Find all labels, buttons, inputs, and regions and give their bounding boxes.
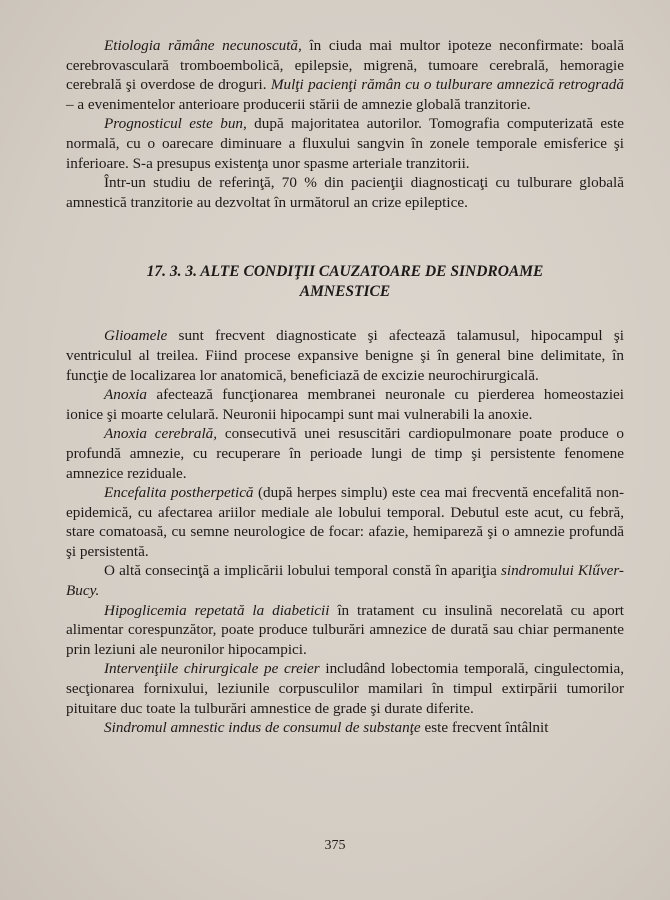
paragraph-surgery: [66, 659, 624, 718]
paragraph-text: este frecvent întâlnit: [420, 719, 549, 737]
tail-italic: sindromului Klűver-Bucy.: [66, 562, 624, 600]
paragraph-text: sunt frecvent diagnosticate şi afectează talamusul, hipocampul şi ventriculul al treilea. Fiind procese expansive benigne şi în general bine delimitate, în funcţie de localizarea lor anatomică, beneficiază de excizie neurochirurgicală.: [66, 327, 624, 384]
paragraph-text: consecutivă unei resuscitări cardiopulmonare poate produce o profundă amnezie, cu recuperare în perioade lungi de timp şi persistente fenomene amnezice reziduale.: [66, 425, 625, 482]
paragraph-prognosis: [66, 114, 624, 173]
lead-italic: Glioamele: [104, 327, 168, 345]
tail-italic: Mulţi pacienţi rămân cu o tulburare amnezică retrogradă: [270, 76, 624, 94]
paragraph-text: O altă consecinţă a implicării lobului temporal constă în apariţia: [104, 562, 501, 580]
page-content: [66, 36, 624, 738]
paragraph-anoxia: [66, 385, 624, 424]
paragraph-kluver-bucy: [66, 561, 624, 600]
paragraph-text: în tratament cu insulină necorelată cu aport alimentar corespunzător, poate produce tulburări amnezice de durată sau chiar permanente prin leziuni ale neuronilor hipocampici.: [66, 601, 624, 658]
paragraph-text: (după herpes simplu) este cea mai frecventă encefalită non-epidemică, cu afectarea ariilor mediale ale lobului temporal. Debutul este acut, cu febră, stare comatoasă, cu semne neurologice de focar: afazie, hemipareză şi o amnezie profundă şi persistentă.: [66, 484, 624, 560]
paragraph-hypoglycemia: [66, 601, 624, 660]
paragraph-encephalitis: [66, 483, 624, 561]
paragraph-text: Într-un studiu de referinţă, 70 % din pacienţii diagnosticaţi cu tulburare globală amnestică tranzitorie au dezvoltat în următorul an crize epileptice.: [66, 174, 624, 211]
page-number: 375: [324, 838, 346, 853]
paragraph-cerebral-anoxia: [66, 424, 624, 483]
lead-italic: Encefalita postherpetică: [104, 484, 254, 502]
paragraph-glioma: [66, 326, 624, 385]
section-heading-line2: AMNESTICE: [299, 283, 391, 301]
paragraph-tail: – a evenimentelor anterioare producerii stării de amnezie globală tranzitorie.: [66, 95, 531, 113]
lead-italic: Anoxia: [104, 386, 148, 404]
paragraph-text: afectează funcţionarea membranei neuronale cu pierderea homeostaziei ionice şi moarte celulară. Neuronii hipocampi sunt mai vulnerabili la anoxie.: [66, 386, 624, 423]
lead-italic: Intervenţiile chirurgicale pe creier: [104, 660, 320, 678]
section-heading-line1: 17. 3. 3. ALTE CONDIŢII CAUZATOARE DE SINDROAME: [146, 263, 544, 281]
paragraph-substance: [66, 718, 624, 738]
lead-italic: Etiologia rămâne necunoscută,: [104, 37, 302, 54]
paragraph-etiology: [66, 36, 624, 114]
paragraph-text: după majoritatea autorilor. Tomografia computerizată este normală, cu o oarecare diminuare a fluxului sangvin în zonele temporale emisferice şi inferioare. S-a presupus existenţa unor spasme arteriale tranzitorii.: [66, 115, 624, 172]
paragraph-text: în ciuda mai multor ipoteze neconfirmate: boală cerebrovasculară tromboembolică, epilepsie, migrenă, tumoare cerebrală, hemoragie cerebrală şi overdose de droguri.: [66, 37, 624, 94]
lead-italic: Prognosticul este bun,: [104, 115, 247, 133]
lead-italic: Anoxia cerebrală,: [104, 425, 218, 443]
paragraph-study: [66, 173, 624, 212]
section-heading: [66, 262, 624, 302]
lead-italic: Hipoglicemia repetată la diabeticii: [104, 601, 330, 619]
lead-italic: Sindromul amnestic indus de consumul de substanţe: [104, 719, 421, 737]
paragraph-text: includând lobectomia temporală, cingulectomia, secţionarea fornixului, leziunile corpusculilor mamilari în timpul extirpării tumorilor pituitare duc toate la tulburări amnestice de grade şi durate diferite.: [66, 660, 624, 717]
